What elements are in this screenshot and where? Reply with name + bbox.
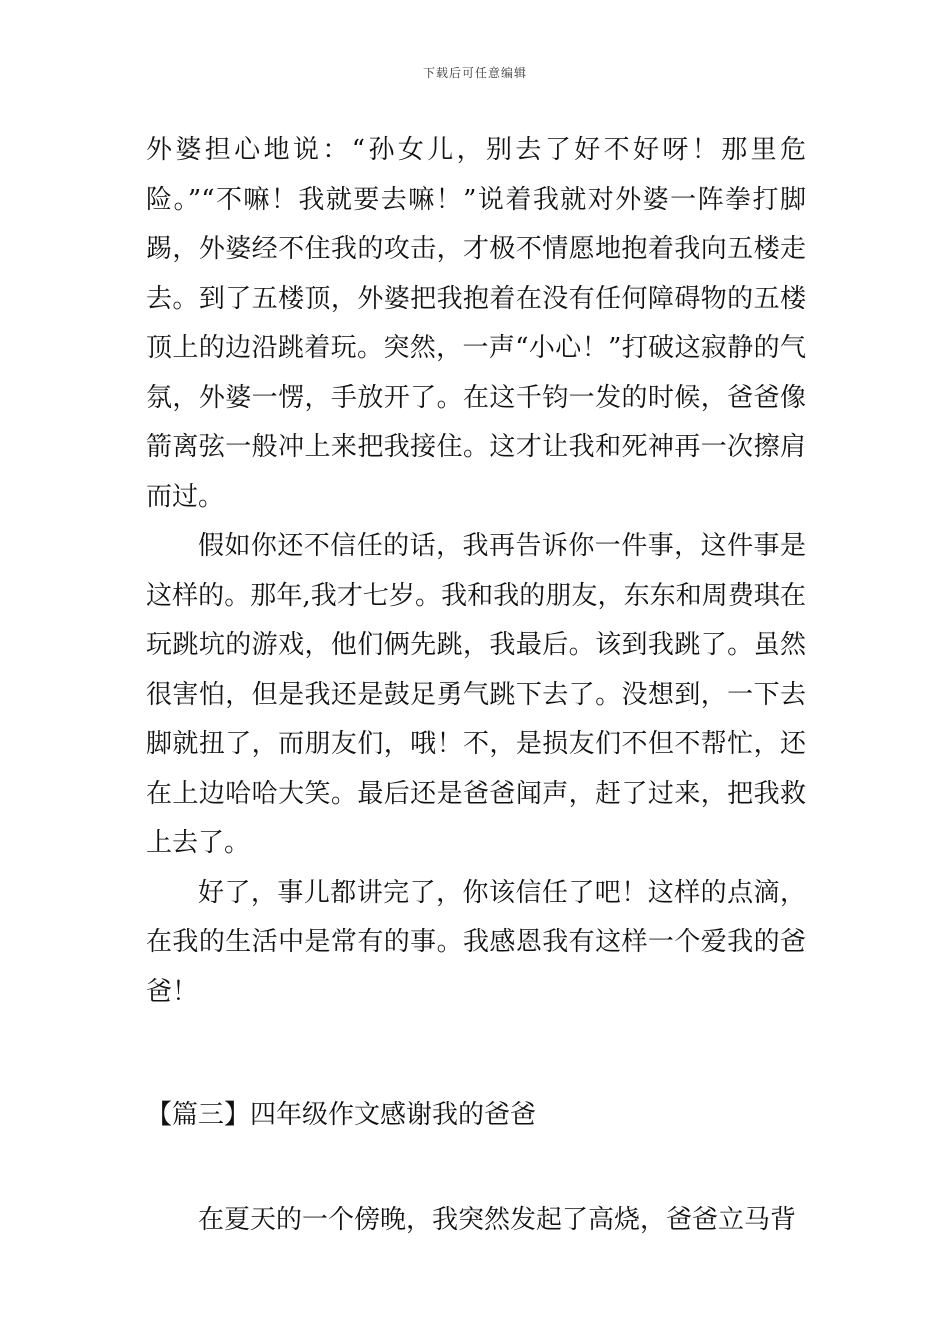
- document-body: [146, 126, 806, 1245]
- paragraph-2: 假如你还不信任的话，我再告诉你一件事，这件事是这样的。那年,我才七岁。我和我的朋友，东东和周费琪在玩跳坑的游戏，他们俩先跳，我最后。该到我跳了。虽然很害怕，但是我还是鼓足勇气跳下去了。没想到，一下去脚就扭了，而朋友们，哦！不，是损友们不但不帮忙，还在上边哈哈大笑。最后还是爸爸闻声，赶了过来，把我救上去了。: [146, 531, 806, 858]
- paragraph-1: 外婆担心地说：“孙女儿，别去了好不好呀！那里危险。”“不嘛！我就要去嘛！”说着我就对外婆一阵拳打脚踢，外婆经不住我的攻击，才极不情愿地抱着我向五楼走去。到了五楼顶，外婆把我抱着在没有任何障碍物的五楼顶上的边沿跳着玩。突然，一声“小心！”打破这寂静的气氛，外婆一愣，手放开了。在这千钧一发的时候，爸爸像箭离弦一般冲上来把我接住。这才让我和死神再一次擦肩而过。: [146, 135, 806, 512]
- paragraph-3: 好了，事儿都讲完了，你该信任了吧！这样的点滴，在我的生活中是常有的事。我感恩我有这样一个爱我的爸爸！: [146, 877, 806, 1007]
- page-header: 下载后可任意编辑: [422, 66, 527, 80]
- paragraph-4: 在夏天的一个傍晚，我突然发起了高烧，爸爸立马背: [198, 1204, 797, 1235]
- section-heading: 【篇三】四年级作文感谢我的爸爸: [146, 1100, 537, 1130]
